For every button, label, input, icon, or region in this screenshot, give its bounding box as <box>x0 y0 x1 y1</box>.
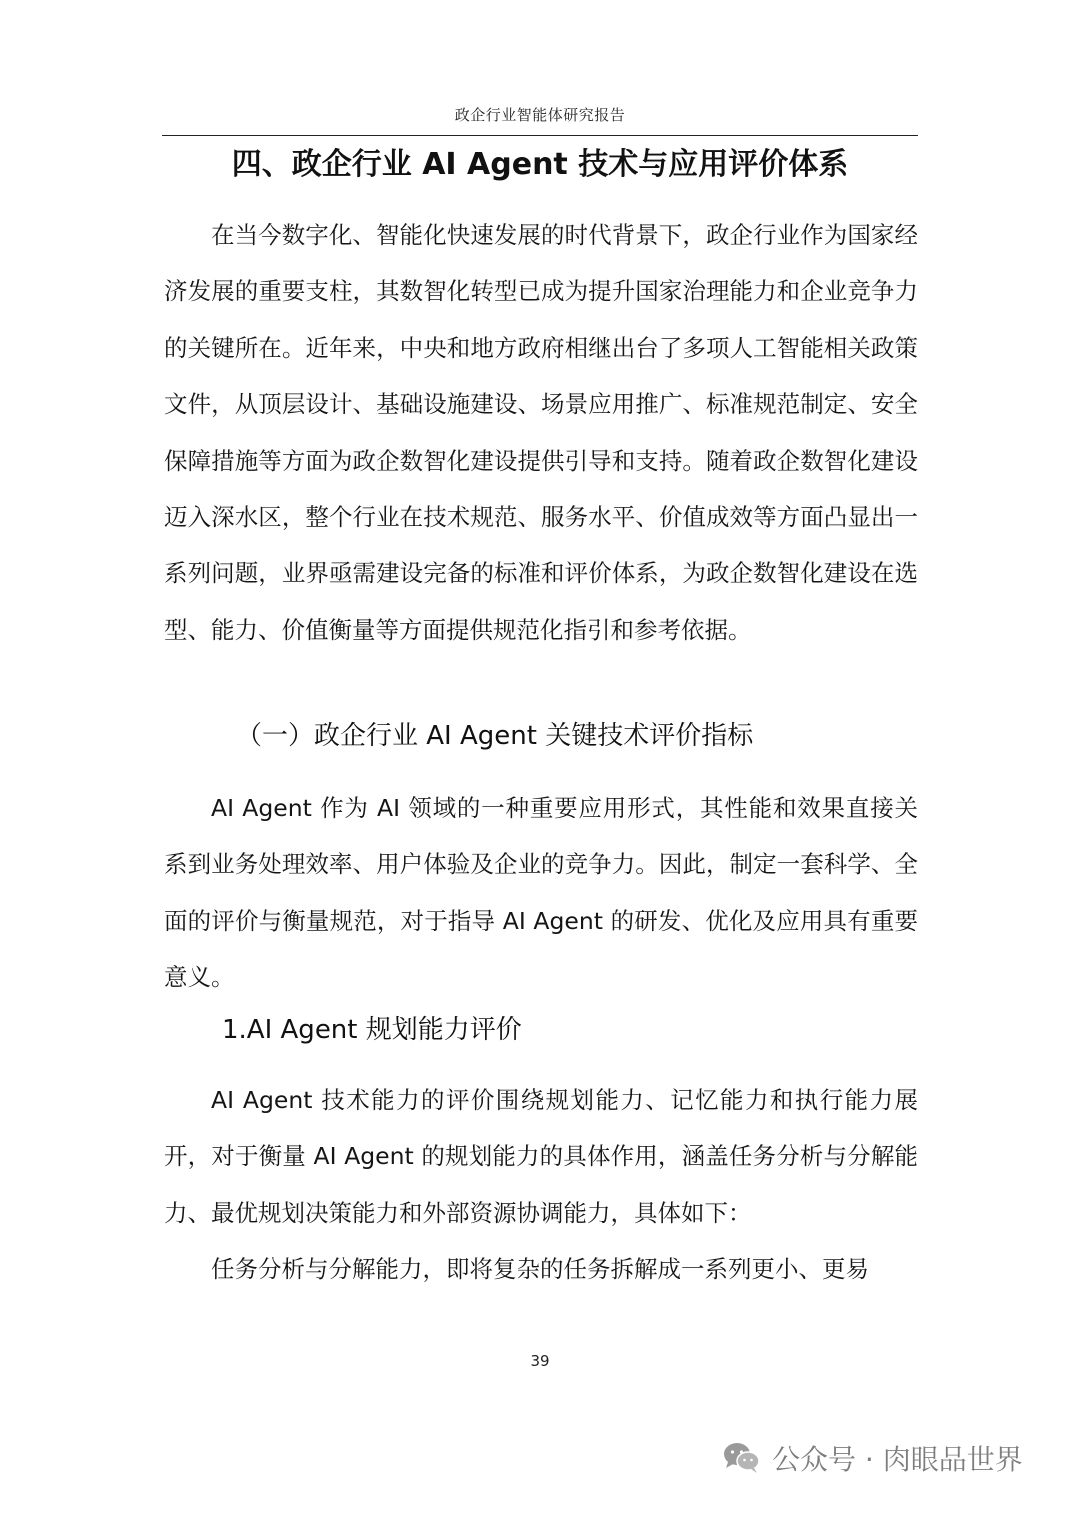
page-number: 39 <box>530 1352 550 1370</box>
running-header: 政企行业智能体研究报告 <box>454 106 626 124</box>
planning-intro-paragraph: AI Agent 技术能力的评价围绕规划能力、记忆能力和执行能力展开，对于衡量 AI Agent 的规划能力的具体作用，涵盖任务分析与分解能力、最优规划决策能力和外部资源协调能力，具体如下： <box>164 1086 918 1227</box>
wechat-icon <box>722 1441 762 1475</box>
task-analysis-paragraph: 任务分析与分解能力，即将复杂的任务拆解成一系列更小、更易 <box>211 1255 869 1283</box>
header-rule <box>162 135 918 136</box>
watermark-text: 公众号 · 肉眼品世界 <box>772 1443 1023 1476</box>
section-intro-paragraph: AI Agent 作为 AI 领域的一种重要应用形式，其性能和效果直接关系到业务处理效率、用户体验及企业的竞争力。因此，制定一套科学、全面的评价与衡量规范，对于指导 AI Agent 的研发、优化及应用具有重要意义。 <box>164 794 918 992</box>
subsection-heading: 1.AI Agent 规划能力评价 <box>222 1015 522 1045</box>
section-heading: （一）政企行业 AI Agent 关键技术评价指标 <box>236 721 754 751</box>
intro-paragraph: 在当今数字化、智能化快速发展的时代背景下，政企行业作为国家经济发展的重要支柱，其数智化转型已成为提升国家治理能力和企业竞争力的关键所在。近年来，中央和地方政府相继出台了多项人工智能相关政策文件，从顶层设计、基础设施建设、场景应用推广、标准规范制定、安全保障措施等方面为政企数智化建设提供引导和支持。随着政企数智化建设迈入深水区，整个行业在技术规范、服务水平、价值成效等方面凸显出一系列问题，业界亟需建设完备的标准和评价体系，为政企数智化建设在选型、能力、价值衡量等方面提供规范化指引和参考依据。 <box>164 221 918 644</box>
watermark <box>722 1438 1023 1478</box>
chapter-title: 四、政企行业 AI Agent 技术与应用评价体系 <box>231 147 849 182</box>
